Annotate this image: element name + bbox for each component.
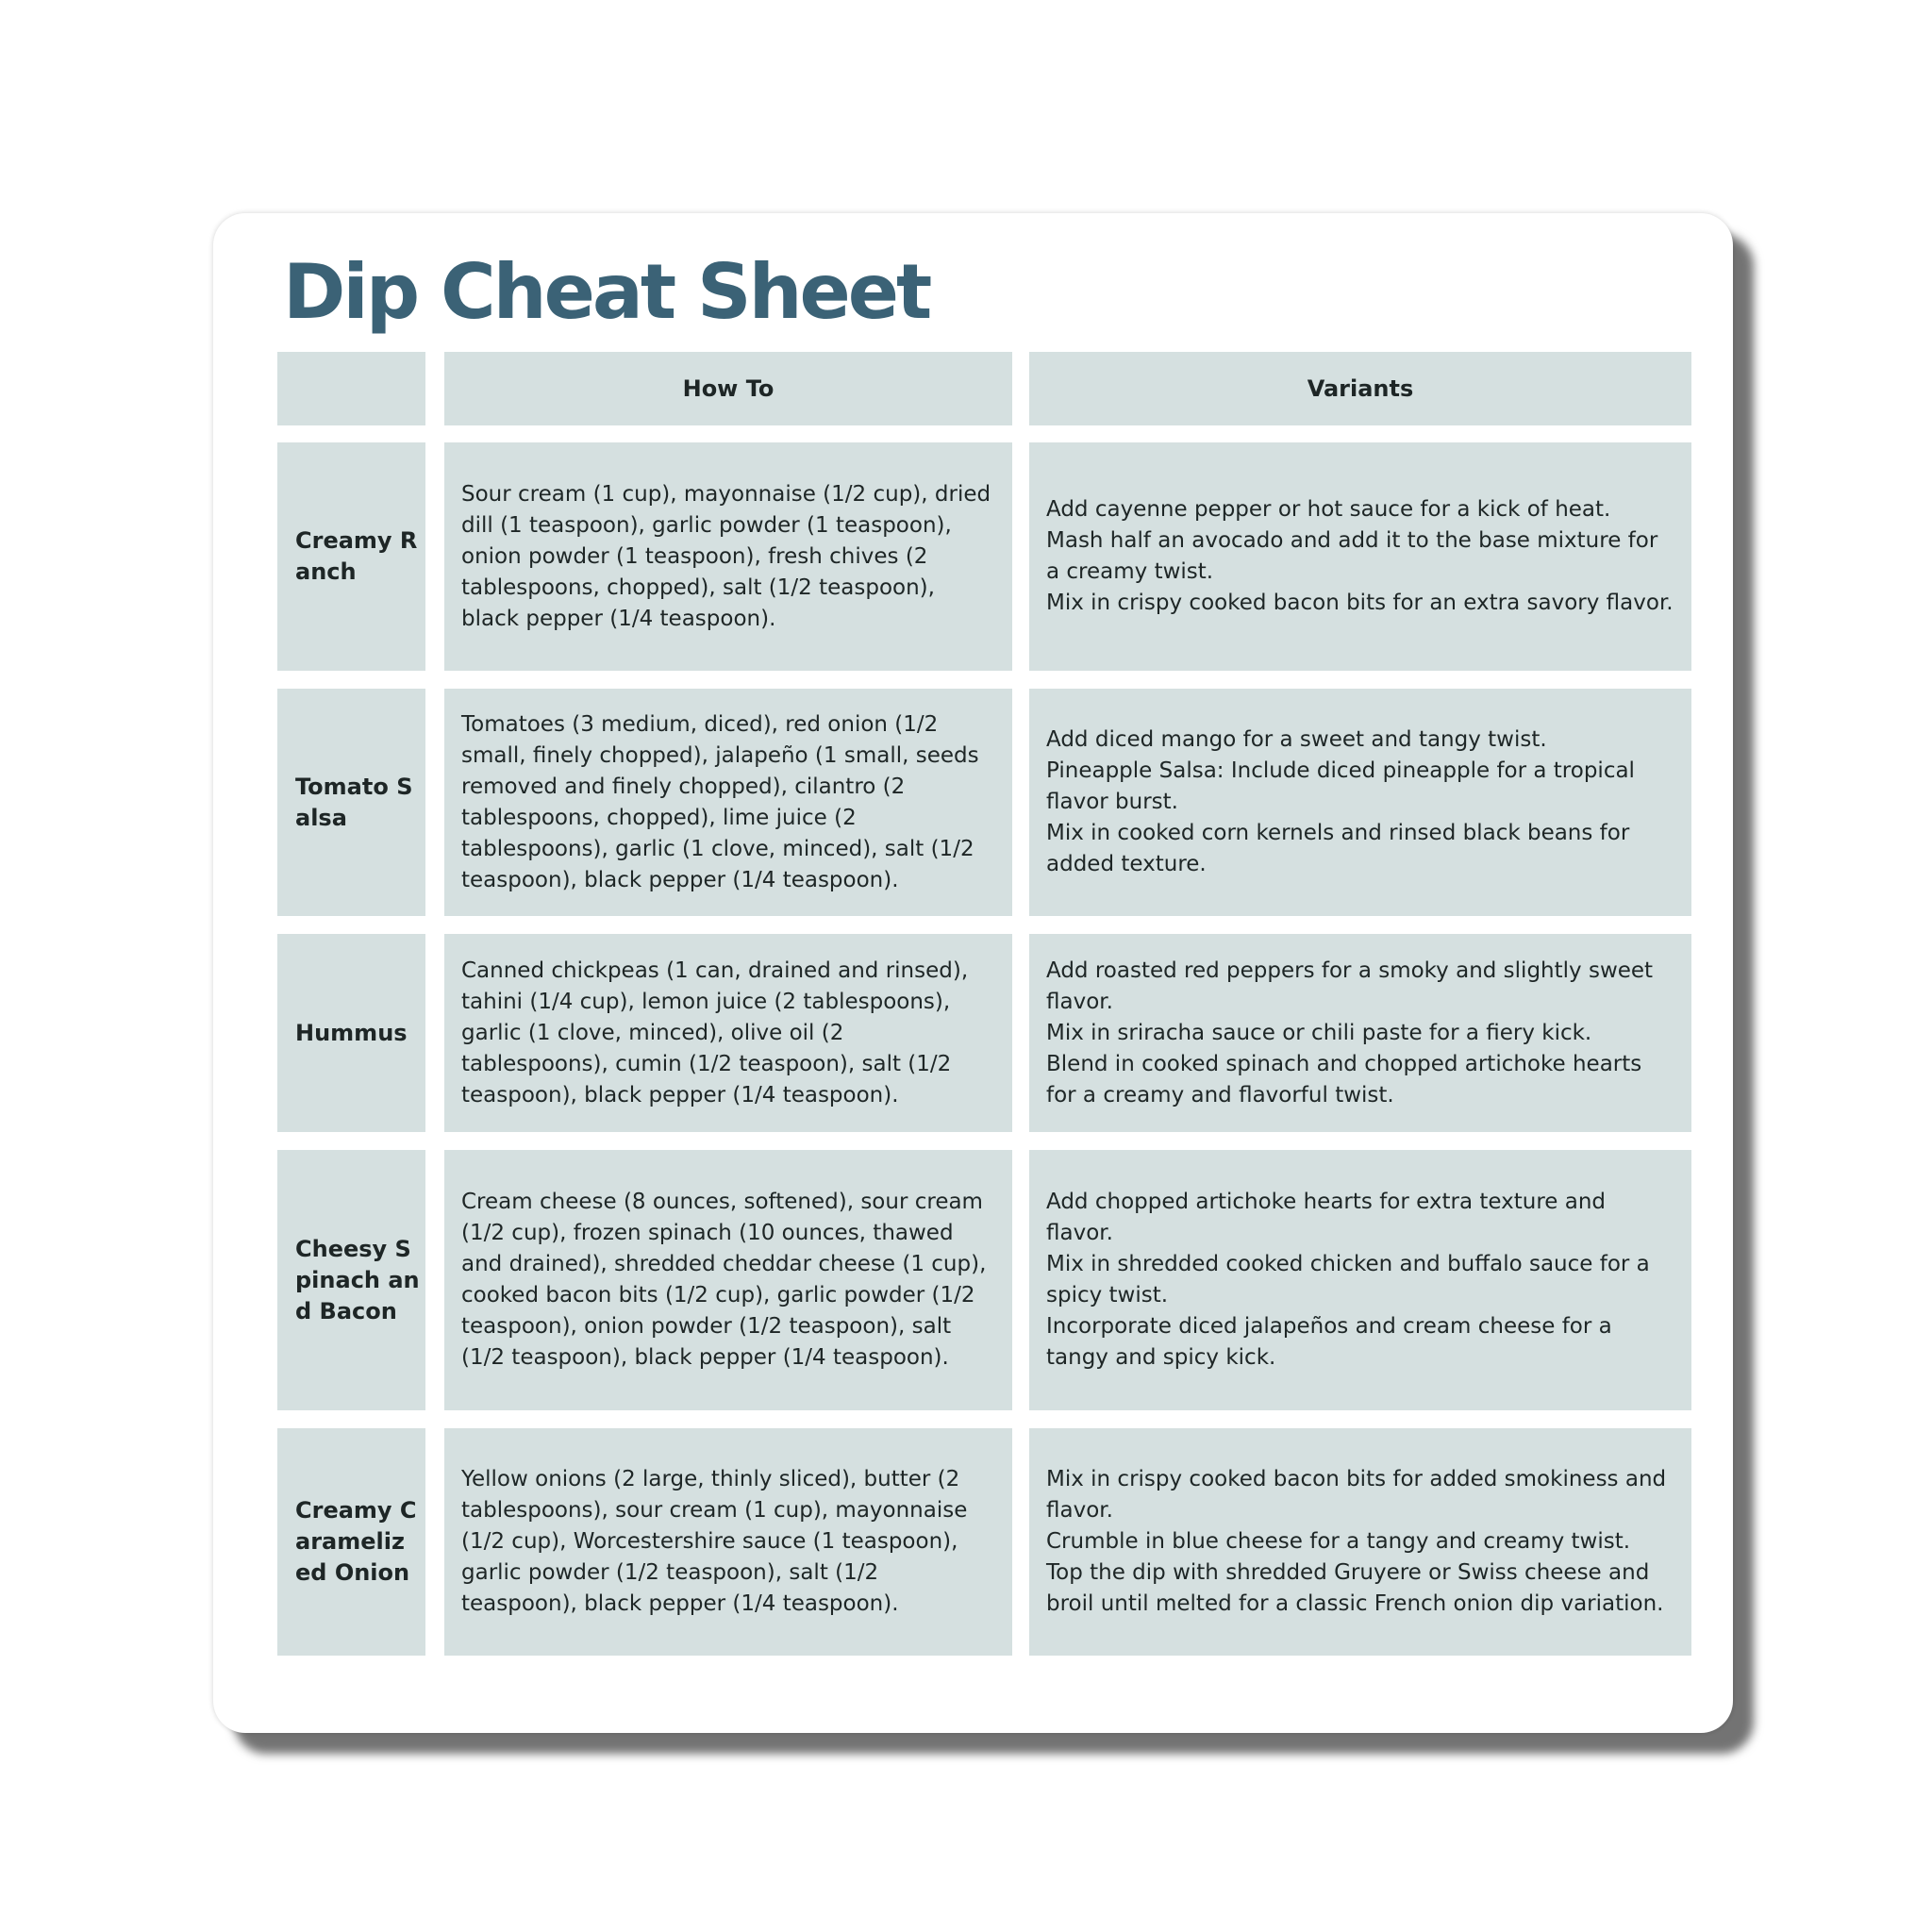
row-name-tomato-salsa xyxy=(277,689,425,916)
row-name-text: Creamy Ranch xyxy=(295,527,418,585)
row-name-text: Cheesy Spinach and Bacon xyxy=(295,1235,420,1324)
row-variants-hummus xyxy=(1029,934,1691,1132)
row-name-cheesy-spinach-bacon xyxy=(277,1150,425,1410)
row-variants-tomato-salsa xyxy=(1029,689,1691,916)
row-name-text: Tomato Salsa xyxy=(295,773,413,831)
row-variants-cheesy-spinach-bacon xyxy=(1029,1150,1691,1410)
row-variants-creamy-ranch xyxy=(1029,442,1691,671)
how-to-text: Tomatoes (3 medium, diced), red onion (1/2 small, finely chopped), jalapeño (1 small, seeds removed and finely chopped), cilantro (2 tablespoons, chopped), lime juice (2 tablespoons), garlic (1 clove, minced), salt (1/2 teaspoon), black pepper (1/4 teaspoon). xyxy=(461,711,979,892)
header-cell-variants: Variants xyxy=(1029,352,1691,425)
header-cell-how-to: How To xyxy=(444,352,1012,425)
variants-text: Add cayenne pepper or hot sauce for a kick of heat. Mash half an avocado and add it to the base mixture for a creamy twist. Mix in crispy cooked bacon bits for an extra savory flavor. xyxy=(1046,497,1674,615)
how-to-text: Yellow onions (2 large, thinly sliced), butter (2 tablespoons), sour cream (1 cup), mayonnaise (1/2 cup), Worcestershire sauce (1 teaspoon), garlic powder (1/2 teaspoon), salt (1/2 teaspoon), black pepper (1/4 teaspoon). xyxy=(461,1467,968,1616)
row-how-to-creamy-caramelized-onion xyxy=(444,1428,1012,1656)
row-variants-creamy-caramelized-onion xyxy=(1029,1428,1691,1656)
row-how-to-tomato-salsa xyxy=(444,689,1012,916)
variants-text: Add diced mango for a sweet and tangy twist. Pineapple Salsa: Include diced pineapple for a tropical flavor burst. Mix in cooked corn kernels and rinsed black beans for added texture. xyxy=(1046,727,1635,876)
variants-text: Add roasted red peppers for a smoky and slightly sweet flavor. Mix in sriracha sauce or chili paste for a fiery kick. Blend in cooked spinach and chopped artichoke hearts for a creamy and flavorful twist. xyxy=(1046,958,1654,1108)
row-name-text: Hummus xyxy=(295,1019,408,1046)
variants-text: Mix in crispy cooked bacon bits for added smokiness and flavor. Crumble in blue cheese for a tangy and creamy twist. Top the dip with shredded Gruyere or Swiss cheese and broil until melted for a classic French onion dip variation. xyxy=(1046,1467,1667,1616)
row-how-to-creamy-ranch xyxy=(444,442,1012,671)
how-to-text: Canned chickpeas (1 can, drained and rinsed), tahini (1/4 cup), lemon juice (2 tablespoons), garlic (1 clove, minced), olive oil (2 tablespoons), cumin (1/2 teaspoon), salt (1/2 teaspoon), black pepper (1/4 teaspoon). xyxy=(461,958,969,1108)
row-how-to-cheesy-spinach-bacon xyxy=(444,1150,1012,1410)
row-name-text: Creamy Caramelized Onion xyxy=(295,1497,417,1586)
page-title: Dip Cheat Sheet xyxy=(283,248,930,336)
row-name-hummus xyxy=(277,934,425,1132)
row-name-creamy-caramelized-onion xyxy=(277,1428,425,1656)
header-cell-name xyxy=(277,352,425,425)
variants-text: Add chopped artichoke hearts for extra texture and flavor. Mix in shredded cooked chicken and buffalo sauce for a spicy twist. Incorporate diced jalapeños and cream cheese for a tangy and spicy kick. xyxy=(1046,1190,1650,1370)
how-to-text: Sour cream (1 cup), mayonnaise (1/2 cup), dried dill (1 teaspoon), garlic powder (1 teaspoon), onion powder (1 teaspoon), fresh chives (2 tablespoons, chopped), salt (1/2 teaspoon), black pepper (1/4 teaspoon). xyxy=(461,481,991,631)
cheat-sheet-card xyxy=(213,213,1733,1733)
how-to-text: Cream cheese (8 ounces, softened), sour cream (1/2 cup), frozen spinach (10 ounces, thawed and drained), shredded cheddar cheese (1 cup), cooked bacon bits (1/2 cup), garlic powder (1/2 teaspoon), onion powder (1/2 teaspoon), salt (1/2 teaspoon), black pepper (1/4 teaspoon). xyxy=(461,1190,987,1370)
row-name-creamy-ranch xyxy=(277,442,425,671)
row-how-to-hummus xyxy=(444,934,1012,1132)
